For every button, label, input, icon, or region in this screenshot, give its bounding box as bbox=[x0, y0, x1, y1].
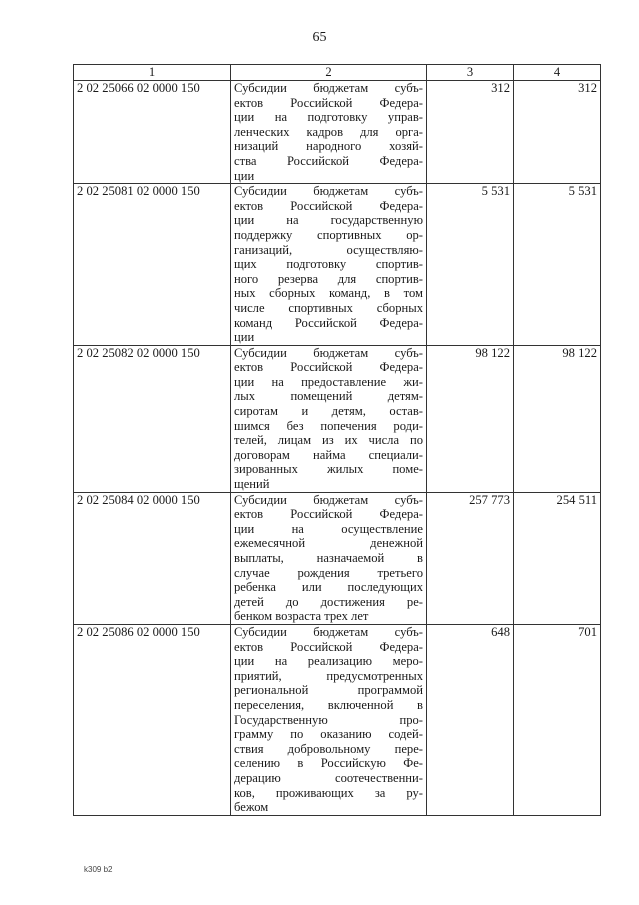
amount-cell-col4: 5 531 bbox=[514, 184, 601, 346]
table-row bbox=[74, 81, 601, 184]
description-line: ства Российской Федера- bbox=[234, 153, 423, 168]
description-line: щений bbox=[234, 477, 270, 492]
description-line: ектов Российской Федера- bbox=[234, 360, 423, 375]
description-line: Субсидии бюджетам субъ- bbox=[234, 624, 423, 639]
table-row bbox=[74, 345, 601, 492]
description-line: ектов Российской Федера- bbox=[234, 95, 423, 110]
description-line: лых помещений детям- bbox=[234, 389, 423, 404]
description-line: щих подготовку спортив- bbox=[234, 257, 423, 272]
description-cell bbox=[231, 624, 427, 815]
description-cell bbox=[231, 184, 427, 346]
amount-cell-col3: 5 531 bbox=[427, 184, 514, 346]
description-line: ков, проживающих за ру- bbox=[234, 785, 423, 800]
description-line: сиротам и детям, остав- bbox=[234, 404, 423, 419]
description-line: Субсидии бюджетам субъ- bbox=[234, 81, 423, 95]
description-line: Субсидии бюджетам субъ- bbox=[234, 184, 423, 199]
description-line: Субсидии бюджетам субъ- bbox=[234, 345, 423, 360]
description-line: селению в Российскую Фе- bbox=[234, 756, 423, 771]
column-header-1: 1 bbox=[74, 65, 231, 81]
description-line: ных сборных команд, в том bbox=[234, 286, 423, 301]
description-line: ции на предоставление жи- bbox=[234, 374, 423, 389]
description-line: телей, лицам из их числа по bbox=[234, 433, 423, 448]
description-line: ции bbox=[234, 330, 255, 345]
table-row bbox=[74, 184, 601, 346]
description-line: ции на реализацию меро- bbox=[234, 654, 423, 669]
description-line: ного резерва для спортив- bbox=[234, 271, 423, 286]
description-line: ствия добровольному пере- bbox=[234, 741, 423, 756]
column-header-2: 2 bbox=[231, 65, 427, 81]
budget-code-cell: 2 02 25082 02 0000 150 bbox=[74, 345, 231, 492]
description-line: случае рождения третьего bbox=[234, 565, 423, 580]
amount-cell-col4: 701 bbox=[514, 624, 601, 815]
footer-code: k309 b2 bbox=[84, 865, 113, 874]
amount-cell-col3: 648 bbox=[427, 624, 514, 815]
description-line: ции bbox=[234, 168, 255, 183]
table-row bbox=[74, 624, 601, 815]
description-cell bbox=[231, 81, 427, 184]
budget-code-cell: 2 02 25081 02 0000 150 bbox=[74, 184, 231, 346]
description-line: договорам найма специали- bbox=[234, 447, 423, 462]
description-line: поддержку спортивных ор- bbox=[234, 227, 423, 242]
description-line: ребенка или последующих bbox=[234, 580, 423, 595]
description-line: ектов Российской Федера- bbox=[234, 639, 423, 654]
description-line: ектов Российской Федера- bbox=[234, 507, 423, 522]
amount-cell-col4: 254 511 bbox=[514, 492, 601, 624]
page-number: 65 bbox=[312, 30, 327, 45]
amount-cell-col3: 257 773 bbox=[427, 492, 514, 624]
description-line: приятий, предусмотренных bbox=[234, 668, 423, 683]
description-line: бенком возраста трех лет bbox=[234, 609, 369, 624]
description-line: детей до достижения ре- bbox=[234, 594, 423, 609]
amount-cell-col3: 98 122 bbox=[427, 345, 514, 492]
description-line: команд Российской Федера- bbox=[234, 315, 423, 330]
description-line: ежемесячной денежной bbox=[234, 536, 423, 551]
description-line: переселения, включенной в bbox=[234, 697, 423, 712]
description-line: числе спортивных сборных bbox=[234, 300, 423, 315]
amount-cell-col4: 98 122 bbox=[514, 345, 601, 492]
description-line: зированных жилых поме- bbox=[234, 462, 423, 477]
description-line: ганизаций, осуществляю- bbox=[234, 242, 423, 257]
description-line: Государственную про- bbox=[234, 712, 423, 727]
budget-code-cell: 2 02 25084 02 0000 150 bbox=[74, 492, 231, 624]
column-header-4: 4 bbox=[514, 65, 601, 81]
description-line: ектов Российской Федера- bbox=[234, 198, 423, 213]
description-line: бежом bbox=[234, 800, 269, 815]
description-line: выплаты, назначаемой в bbox=[234, 551, 423, 565]
table-row bbox=[74, 492, 601, 624]
amount-cell-col3: 312 bbox=[427, 81, 514, 184]
column-header-3: 3 bbox=[427, 65, 514, 81]
budget-code-cell: 2 02 25066 02 0000 150 bbox=[74, 81, 231, 184]
table-header-row bbox=[74, 65, 601, 81]
description-line: ции на осуществление bbox=[234, 521, 423, 536]
description-line: грамму по оказанию содей- bbox=[234, 727, 423, 742]
description-line: региональной программой bbox=[234, 683, 423, 698]
description-line: ленческих кадров для орга- bbox=[234, 124, 423, 139]
description-line: ции на подготовку управ- bbox=[234, 110, 423, 125]
description-line: низаций народного хозяй- bbox=[234, 139, 423, 154]
amount-cell-col4: 312 bbox=[514, 81, 601, 184]
budget-table bbox=[73, 64, 601, 816]
description-line: дерацию соотечественни- bbox=[234, 770, 423, 785]
description-line: ции на государственную bbox=[234, 213, 423, 228]
description-cell bbox=[231, 492, 427, 624]
description-line: Субсидии бюджетам субъ- bbox=[234, 492, 423, 507]
description-cell bbox=[231, 345, 427, 492]
description-line: шимся без попечения роди- bbox=[234, 418, 423, 433]
budget-code-cell: 2 02 25086 02 0000 150 bbox=[74, 624, 231, 815]
